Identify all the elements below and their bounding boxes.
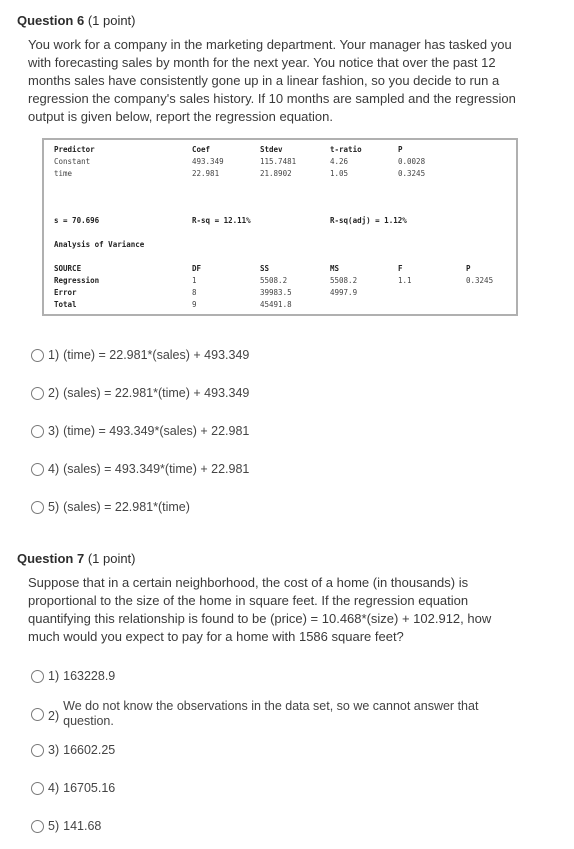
anova-regression-f: 1.1 xyxy=(398,276,412,285)
radio-button[interactable] xyxy=(31,463,44,476)
q7-option-1[interactable]: 1) 163228.9 xyxy=(31,669,115,683)
anova-header-p: P xyxy=(466,264,471,273)
row-time-name: time xyxy=(54,169,73,178)
radio-button[interactable] xyxy=(31,349,44,362)
row-constant-stdev: 115.7481 xyxy=(260,157,297,166)
row-time-t: 1.05 xyxy=(330,169,349,178)
anova-header-df: DF xyxy=(192,264,202,273)
regression-output xyxy=(42,138,518,316)
r-sq-value: R-sq = 12.11% xyxy=(192,216,251,225)
r-sq-adj-value: R-sq(adj) = 1.12% xyxy=(330,216,407,225)
q6-option-4[interactable]: 4) (sales) = 493.349*(time) + 22.981 xyxy=(31,462,249,476)
header-t-ratio: t-ratio xyxy=(330,145,362,154)
question-7-points: (1 point) xyxy=(87,551,136,566)
question-6-prompt: You work for a company in the marketing department. Your manager has tasked you with forecasting sales by month for the next year. You notice that over the past 12 months sales have consistently gone up in a linear fashion, so you decide to run a regression the company's sales history. If 10 months are sampled and the regression output is given below, report the regression equation. xyxy=(28,37,516,124)
row-constant-coef: 493.349 xyxy=(192,157,224,166)
anova-error-name: Error xyxy=(54,288,77,297)
header-predictor: Predictor xyxy=(54,145,95,154)
anova-total-ss: 45491.8 xyxy=(260,300,292,309)
question-6-points: (1 point) xyxy=(87,13,136,28)
anova-regression-name: Regression xyxy=(54,276,100,285)
radio-button[interactable] xyxy=(31,782,44,795)
anova-error-ms: 4997.9 xyxy=(330,288,358,297)
header-coef: Coef xyxy=(192,145,211,154)
anova-total-df: 9 xyxy=(192,300,197,309)
s-value: s = 70.696 xyxy=(54,216,100,225)
anova-regression-ms: 5508.2 xyxy=(330,276,358,285)
row-time-coef: 22.981 xyxy=(192,169,220,178)
anova-regression-df: 1 xyxy=(192,276,197,285)
radio-button[interactable] xyxy=(31,501,44,514)
row-constant-name: Constant xyxy=(54,157,91,166)
radio-button[interactable] xyxy=(31,425,44,438)
row-constant-p: 0.0028 xyxy=(398,157,426,166)
question-6-title: Question 6 (1 point) xyxy=(17,13,136,28)
q7-option-2[interactable]: 2) We do not know the observations in the data set, so we cannot answer that question. xyxy=(31,699,493,729)
anova-total-name: Total xyxy=(54,300,77,309)
q6-option-2[interactable]: 2) (sales) = 22.981*(time) + 493.349 xyxy=(31,386,249,400)
q6-option-1[interactable]: 1) (time) = 22.981*(sales) + 493.349 xyxy=(31,348,249,362)
question-7-title: Question 7 (1 point) xyxy=(17,551,136,566)
anova-error-df: 8 xyxy=(192,288,197,297)
anova-title: Analysis of Variance xyxy=(54,240,145,249)
radio-button[interactable] xyxy=(31,708,44,721)
row-time-p: 0.3245 xyxy=(398,169,426,178)
row-time-stdev: 21.8902 xyxy=(260,169,292,178)
q7-option-4[interactable]: 4) 16705.16 xyxy=(31,781,115,795)
radio-button[interactable] xyxy=(31,744,44,757)
radio-button[interactable] xyxy=(31,387,44,400)
q7-option-5[interactable]: 5) 141.68 xyxy=(31,819,101,833)
anova-regression-ss: 5508.2 xyxy=(260,276,288,285)
anova-regression-p: 0.3245 xyxy=(466,276,494,285)
question-7-prompt: Suppose that in a certain neighborhood, the cost of a home (in thousands) is proportional to the size of the home in square feet. If the regression equation quantifying this relationship is found to be (price) = 10.468*(size) + 102.912, how much would you expect to pay for a home with 1586 square feet? xyxy=(28,575,492,644)
anova-header-source: SOURCE xyxy=(54,264,82,273)
header-p: P xyxy=(398,145,403,154)
anova-header-f: F xyxy=(398,264,403,273)
row-constant-t: 4.26 xyxy=(330,157,349,166)
anova-header-ms: MS xyxy=(330,264,340,273)
q6-option-3[interactable]: 3) (time) = 493.349*(sales) + 22.981 xyxy=(31,424,249,438)
anova-header-ss: SS xyxy=(260,264,270,273)
anova-error-ss: 39983.5 xyxy=(260,288,292,297)
q6-option-5[interactable]: 5) (sales) = 22.981*(time) xyxy=(31,500,190,514)
radio-button[interactable] xyxy=(31,820,44,833)
header-stdev: Stdev xyxy=(260,145,283,154)
radio-button[interactable] xyxy=(31,670,44,683)
q7-option-3[interactable]: 3) 16602.25 xyxy=(31,743,115,757)
